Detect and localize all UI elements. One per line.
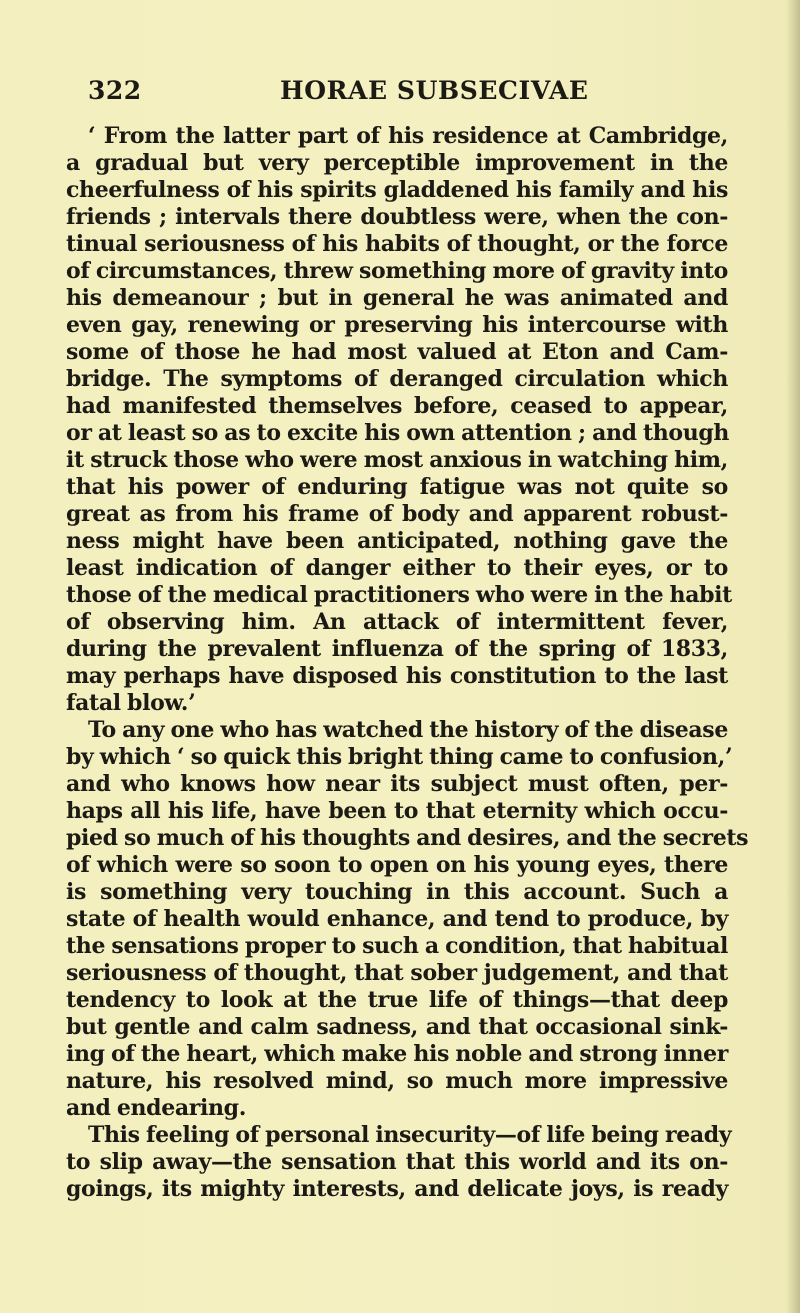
text-line: pied so much of his thoughts and desires, and the secrets [66,825,749,851]
text-line: great as from his frame of body and apparent robust- [66,501,728,527]
text-line: tendency to look at the true life of things—that deep [66,987,728,1013]
text-line: and endearing. [66,1095,247,1121]
page-number: 322 [88,76,142,105]
text-line: seriousness of thought, that sober judgement, and that [66,960,728,986]
text-line: a gradual but very perceptible improvement in the [66,150,728,176]
text-line: fatal blow.’ [66,690,196,716]
text-line: had manifested themselves before, ceased to appear, [66,393,728,419]
text-line: ing of the heart, which make his noble and strong inner [66,1041,728,1067]
text-line: of observing him. An attack of intermittent fever, [66,609,728,635]
text-line: and who knows how near its subject must often, per- [66,771,728,797]
text-line: cheerfulness of his spirits gladdened his family and his [66,177,728,203]
text-line: during the prevalent influenza of the spring of 1833, [66,636,728,662]
text-line: tinual seriousness of his habits of thought, or the force [66,231,728,257]
text-line: nature, his resolved mind, so much more impressive [66,1068,728,1094]
text-line: state of health would enhance, and tend to produce, by [66,906,728,932]
text-line: it struck those who were most anxious in watching him, [66,447,728,473]
text-line: haps all his life, have been to that eternity which occu- [66,798,728,824]
text-line: even gay, renewing or preserving his intercourse with [66,312,728,338]
text-line: ness might have been anticipated, nothing gave the [66,528,728,554]
text-line: those of the medical practitioners who were in the habit [66,582,732,608]
text-line: or at least so as to excite his own attention ; and though [66,420,730,446]
text-line: least indication of danger either to their eyes, or to [66,555,728,581]
text-line: bridge. The symptoms of deranged circulation which [66,366,728,392]
text-line: but gentle and calm sadness, and that occasional sink- [66,1014,728,1040]
text-line: the sensations proper to such a condition, that habitual [66,933,728,959]
page-header [66,76,728,116]
text-line: is something very touching in this account. Such a [66,879,728,905]
text-line: by which ‘ so quick this bright thing came to confusion,’ [66,744,733,770]
text-line: of which were so soon to open on his young eyes, there [66,852,728,878]
text-line: To any one who has watched the history of the disease [88,717,728,743]
text-line: some of those he had most valued at Eton and Cam- [66,339,728,365]
text-line: may perhaps have disposed his constitution to the last [66,663,728,689]
text-line: his demeanour ; but in general he was animated and [66,285,728,311]
text-line: of circumstances, threw something more of gravity into [66,258,728,284]
text-line: to slip away—the sensation that this world and its on- [66,1149,728,1175]
running-head: HORAE SUBSECIVAE [280,76,589,105]
page-edge-shadow [786,0,800,1313]
text-line: goings, its mighty interests, and delicate joys, is ready [66,1176,728,1202]
body-text [66,123,749,1203]
text-line: This feeling of personal insecurity—of life being ready [88,1122,732,1148]
text-line: ‘ From the latter part of his residence at Cambridge, [88,123,728,149]
text-line: friends ; intervals there doubtless were, when the con- [66,204,728,230]
text-line: that his power of enduring fatigue was not quite so [66,474,728,500]
